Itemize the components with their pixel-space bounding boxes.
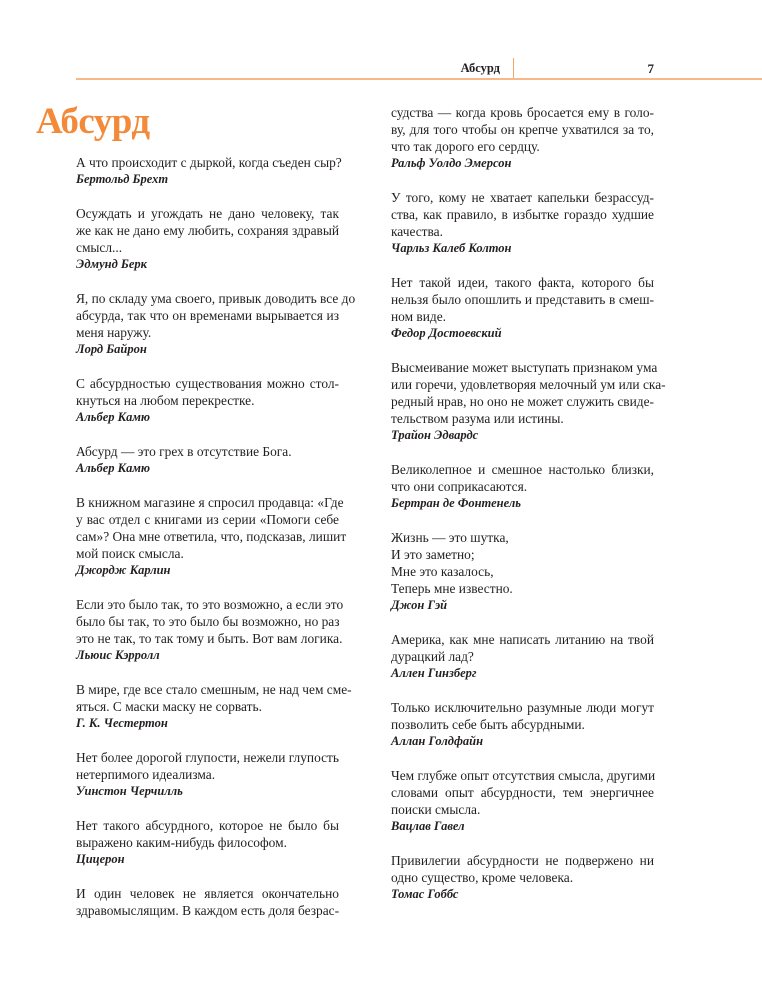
quote-line: у вас отдел с книгами из серии «Помоги себе bbox=[76, 512, 339, 527]
quote-line: позволить себе быть абсурдными. bbox=[391, 717, 585, 732]
quote-block bbox=[391, 767, 654, 835]
quote-block bbox=[391, 529, 654, 614]
quote-block bbox=[391, 631, 654, 682]
quote-line: это не так, то так тому и быть. Вот вам логика. bbox=[76, 631, 343, 646]
quote-line: ном виде. bbox=[391, 309, 447, 324]
quote-line: У того, кому не хватает капельки безрассуд- bbox=[391, 190, 654, 205]
right-column bbox=[391, 104, 666, 920]
quote-line: было бы так, то это было бы возможно, но раз bbox=[76, 614, 340, 629]
quote-line: поиски смысла. bbox=[391, 802, 481, 817]
quote-line: Нет более дорогой глупости, нежели глупость bbox=[76, 750, 339, 765]
quote-line: ву, для того чтобы он крепче ухватился за то, bbox=[391, 122, 654, 137]
quote-line: Абсурд — это грех в отсутствие Бога. bbox=[76, 444, 292, 459]
quote-block bbox=[391, 461, 654, 512]
quote-line: Чем глубже опыт отсутствия смысла, другими bbox=[391, 768, 656, 783]
quote-author: Лорд Байрон bbox=[76, 342, 147, 356]
header-separator bbox=[513, 58, 514, 79]
quote-author: Бертольд Брехт bbox=[76, 172, 169, 186]
quote-block bbox=[391, 189, 654, 257]
quote-block bbox=[391, 699, 654, 750]
quote-line: И один человек не является окончательно bbox=[76, 886, 339, 901]
quote-line: Я, по складу ума своего, привык доводить все до bbox=[76, 291, 356, 306]
quote-line: или горечи, удовлетворяя мелочный ум или ска- bbox=[391, 377, 666, 392]
quote-line: яться. С маски маску не сорвать. bbox=[76, 699, 262, 714]
quote-block bbox=[76, 681, 352, 732]
quote-line: Если это было так, то это возможно, а если это bbox=[76, 597, 344, 612]
left-column bbox=[76, 154, 356, 936]
quote-line: одно существо, кроме человека. bbox=[391, 870, 574, 885]
quote-block bbox=[76, 885, 339, 919]
quote-line: В книжном магазине я спросил продавца: «Где bbox=[76, 495, 344, 510]
quote-author: Льюис Кэрролл bbox=[76, 648, 160, 662]
quote-line: Америка, как мне написать литанию на твой bbox=[391, 632, 654, 647]
quote-line: выражено каким-нибудь философом. bbox=[76, 835, 287, 850]
quote-line: что так дорого его сердцу. bbox=[391, 139, 540, 154]
quote-line: что они соприкасаются. bbox=[391, 479, 528, 494]
quote-author: Джон Гэй bbox=[391, 598, 448, 612]
quote-line: смысл... bbox=[76, 240, 123, 255]
quote-author: Вацлав Гавел bbox=[391, 819, 465, 833]
quote-line: И это заметно; bbox=[391, 547, 475, 562]
quote-author: Аллен Гинзберг bbox=[391, 666, 477, 680]
quote-block bbox=[76, 154, 342, 188]
quote-line: Мне это казалось, bbox=[391, 564, 494, 579]
quote-author: Чарльз Калеб Колтон bbox=[391, 241, 512, 255]
quote-block bbox=[76, 817, 339, 868]
quote-line: меня наружу. bbox=[76, 325, 152, 340]
quote-line: тельством разума или истины. bbox=[391, 411, 564, 426]
quote-line: Привилегии абсурдности не подвержено ни bbox=[391, 853, 654, 868]
quote-author: Эдмунд Берк bbox=[76, 257, 147, 271]
quote-block bbox=[76, 290, 356, 358]
quote-line: Жизнь — это шутка, bbox=[391, 530, 509, 545]
quote-block bbox=[76, 375, 339, 426]
quote-line: сам»? Она мне ответила, что, подсказав, лишит bbox=[76, 529, 347, 544]
quote-block bbox=[391, 852, 654, 903]
quote-author: Альбер Камю bbox=[76, 461, 151, 475]
quote-line: ства, как правило, в избытке гораздо худшие bbox=[391, 207, 654, 222]
quote-author: Томас Гоббс bbox=[391, 887, 459, 901]
quote-line: Великолепное и смешное настолько близки, bbox=[391, 462, 654, 477]
quote-line: редный нрав, но оно не может служить свиде- bbox=[391, 394, 654, 409]
quote-line: же как не дано ему любить, сохраняя здравый bbox=[76, 223, 339, 238]
quote-block bbox=[391, 104, 654, 172]
quote-author: Ральф Уолдо Эмерсон bbox=[391, 156, 512, 170]
quote-line: нетерпимого идеализма. bbox=[76, 767, 216, 782]
quote-line: кнуться на любом перекрестке. bbox=[76, 393, 255, 408]
quote-block bbox=[76, 443, 339, 477]
chapter-title: Абсурд bbox=[36, 101, 150, 142]
quote-line: здравомыслящим. В каждом есть доля безрас- bbox=[76, 903, 340, 918]
quote-block bbox=[76, 494, 347, 579]
quote-author: Джордж Карлин bbox=[76, 563, 171, 577]
page-number: 7 bbox=[647, 61, 654, 76]
quote-author: Трайон Эдвардс bbox=[391, 428, 479, 442]
header-rule bbox=[76, 78, 762, 80]
quote-line: Нет такой идеи, такого факта, которого бы bbox=[391, 275, 654, 290]
quote-author: Федор Достоевский bbox=[391, 326, 502, 340]
running-header-section: Абсурд bbox=[460, 61, 500, 75]
quote-author: Уинстон Черчилль bbox=[76, 784, 183, 798]
quote-line: судства — когда кровь бросается ему в голо- bbox=[391, 105, 654, 120]
quote-author: Альбер Камю bbox=[76, 410, 151, 424]
quote-line: В мире, где все стало смешным, не над чем сме- bbox=[76, 682, 352, 697]
quote-line: абсурда, так что он временами вырывается из bbox=[76, 308, 339, 323]
quote-line: А что происходит с дыркой, когда съеден сыр? bbox=[76, 155, 342, 170]
quote-line: Теперь мне известно. bbox=[391, 581, 513, 596]
quote-block bbox=[76, 749, 339, 800]
quote-block bbox=[391, 359, 666, 444]
quote-line: Осуждать и угождать не дано человеку, так bbox=[76, 206, 339, 221]
quote-author: Бертран де Фонтенель bbox=[391, 496, 521, 510]
quote-block bbox=[391, 274, 654, 342]
quote-line: Высмеивание может выступать признаком ума bbox=[391, 360, 658, 375]
quote-author: Г. К. Честертон bbox=[76, 716, 168, 730]
quote-line: Только исключительно разумные люди могут bbox=[391, 700, 654, 715]
quote-line: Нет такого абсурдного, которое не было бы bbox=[76, 818, 339, 833]
quote-line: нельзя было опошлить и представить в смеш- bbox=[391, 292, 654, 307]
quote-line: мой поиск смысла. bbox=[76, 546, 184, 561]
quote-line: качества. bbox=[391, 224, 443, 239]
quote-block bbox=[76, 205, 339, 273]
quote-block bbox=[76, 596, 344, 664]
quote-author: Цицерон bbox=[76, 852, 125, 866]
quote-line: дурацкий лад? bbox=[391, 649, 474, 664]
quote-line: словами опыт абсурдности, тем энергичнее bbox=[391, 785, 654, 800]
quote-line: С абсурдностью существования можно стол- bbox=[76, 376, 339, 391]
quote-author: Аллан Голдфайн bbox=[391, 734, 484, 748]
